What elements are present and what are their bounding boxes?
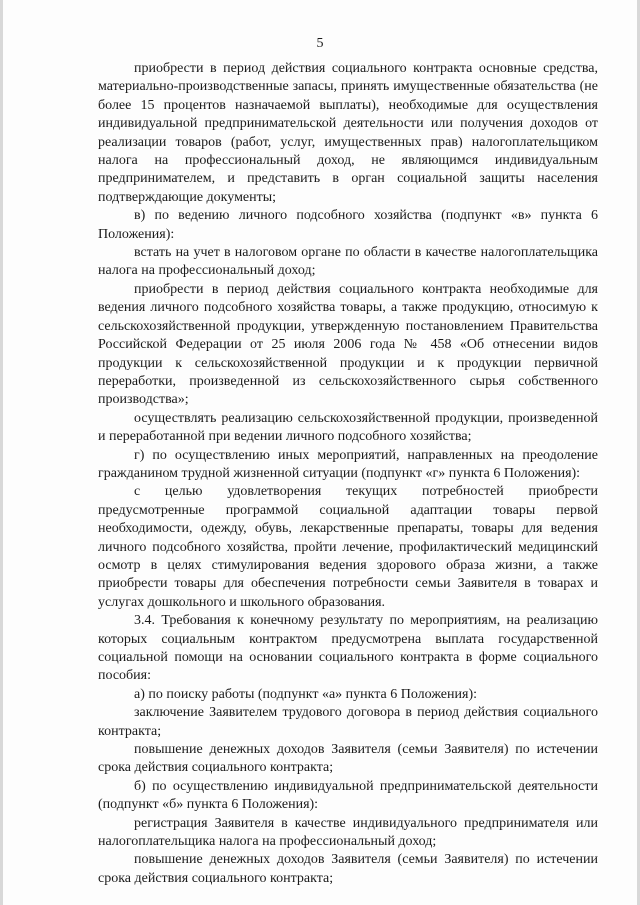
paragraph: б) по осуществлению индивидуальной предпринимательской деятельности (подпункт «б» пункта 6 Положения): — [98, 778, 598, 813]
paragraph: повышение денежных доходов Заявителя (семьи Заявителя) по истечении срока действия социального контракта; — [98, 742, 598, 776]
paragraph: с целью удовлетворения текущих потребностей приобрести предусмотренные программой социальной адаптации товары первой необходимости, одежду, обувь, лекарственные препараты, товары для ведения личного подсобного хозяйства, пройти лечение, профилактический медицинский осмотр в целях стимулирования ведения здорового образа жизни, а также приобрести товары для обеспечения потребности семьи Заявителя в товарах и услугах дошкольного и школьного образования. — [98, 484, 598, 610]
paragraph: приобрести в период действия социального контракта основные средства, материально-производственные запасы, принять имущественные обязательства (не более 15 процентов назначаемой выплаты), необходимые для осуществления индивидуальной предпринимательской деятельности или получения доходов от реализации товаров (работ, услуг, имущественных прав) налогоплательщиком налога на профессиональный доход, не являющимся индивидуальным предпринимателем, и представить в орган социальной защиты населения подтверждающие документы; — [98, 61, 598, 205]
paragraph: г) по осуществлению иных мероприятий, направленных на преодоление гражданином трудной жизненной ситуации (подпункт «г» пункта 6 Положения): — [98, 447, 598, 481]
document-body — [98, 60, 598, 888]
page-number: 5 — [316, 36, 324, 51]
paragraph: а) по поиску работы (подпункт «а» пункта 6 Положения): — [134, 686, 477, 702]
paragraph: регистрация Заявителя в качестве индивидуального предпринимателя или налогоплательщика налога на профессиональный доход; — [98, 815, 598, 850]
paragraph: встать на учет в налоговом органе по области в качестве налогоплательщика налога на профессиональный доход; — [98, 245, 598, 279]
paragraph: в) по ведению личного подсобного хозяйства (подпункт «в» пункта 6 Положения): — [98, 208, 598, 242]
paragraph: заключение Заявителем трудового договора в период действия социального контракта; — [98, 705, 598, 739]
paragraph: повышение денежных доходов Заявителя (семьи Заявителя) по истечении срока действия социального контракта; — [98, 852, 598, 886]
paragraph: приобрести в период действия социального контракта необходимые для ведения личного подсобного хозяйства товары, а также продукцию, относимую к сельскохозяйственной продукции, утвержденную постановлением Правительства Российской Федерации от 25 июля 2006 года № 458 «Об отнесении видов продукции к сельскохозяйственной продукции и к продукции первичной переработки, произведенной из сельскохозяйственного сырья собственного производства»; — [98, 281, 598, 408]
paragraph: 3.4. Требования к конечному результату по мероприятиям, на реализацию которых социальным контрактом предусмотрена выплата государственной социальной помощи на основании социального контракта в форме социального пособия: — [98, 613, 598, 684]
paragraph: осуществлять реализацию сельскохозяйственной продукции, произведенной и переработанной при ведении личного подсобного хозяйства; — [98, 410, 598, 445]
